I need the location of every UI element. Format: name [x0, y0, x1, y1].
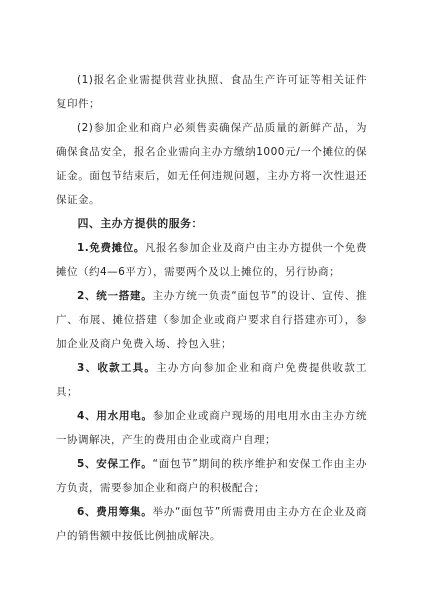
service-item-4-text: 参加企业或商户现场的用电用水由主办方统一协调解决，产生的费用由企业或商户自理； [56, 410, 368, 446]
service-item-4 [56, 404, 367, 452]
service-item-2-text: 主办方统一负责“面包节”的设计、宣传、推广、布展、摊位搭建（参加企业或商户要求自行搭建亦可），参加企业及商户免费入场、拎包入驻； [56, 290, 367, 350]
service-item-3-text: 主办方向参加企业和商户免费提供收款工具； [56, 362, 368, 398]
requirement-paragraph-2: (2)参加企业和商户必须售卖确保产品质量的新鲜产品，为确保食品安全，报名企业需向主办方缴纳1000元/一个摊位的保证金。面包节结束后，如无任何违规问题，主办方将一次性退还保证金。 [56, 122, 367, 206]
section-heading: 四、主办方提供的服务： [77, 217, 203, 230]
service-item-2-title: 2、统一搭建。 [77, 290, 153, 302]
service-item-1-text: 凡报名参加企业及商户由主办方提供一个免费摊位（约4—6平方），需要两个及以上摊位的，另行协商； [56, 242, 368, 278]
service-item-2 [56, 284, 367, 356]
service-item-1 [56, 236, 367, 284]
service-item-3-title: 3、收款工具。 [77, 362, 157, 374]
service-item-5-text: “面包节”期间的秩序维护和安保工作由主办方负责，需要参加企业和商户的积极配合； [56, 458, 367, 494]
service-item-6-title: 6、费用筹集。 [77, 506, 153, 518]
service-item-5 [56, 452, 367, 500]
service-item-1-title: 1.免费摊位。 [77, 242, 145, 254]
service-item-4-title: 4、用水用电。 [77, 410, 153, 422]
requirement-paragraph-1: (1)报名企业需提供营业执照、食品生产许可证等相关证件复印件； [56, 74, 367, 110]
service-item-5-title: 5、安保工作。 [77, 458, 153, 470]
service-item-6 [56, 500, 367, 548]
service-item-3 [56, 356, 367, 404]
service-item-6-text: 举办“面包节”所需费用由主办方在企业及商户的销售额中按低比例抽成解决。 [56, 506, 367, 542]
